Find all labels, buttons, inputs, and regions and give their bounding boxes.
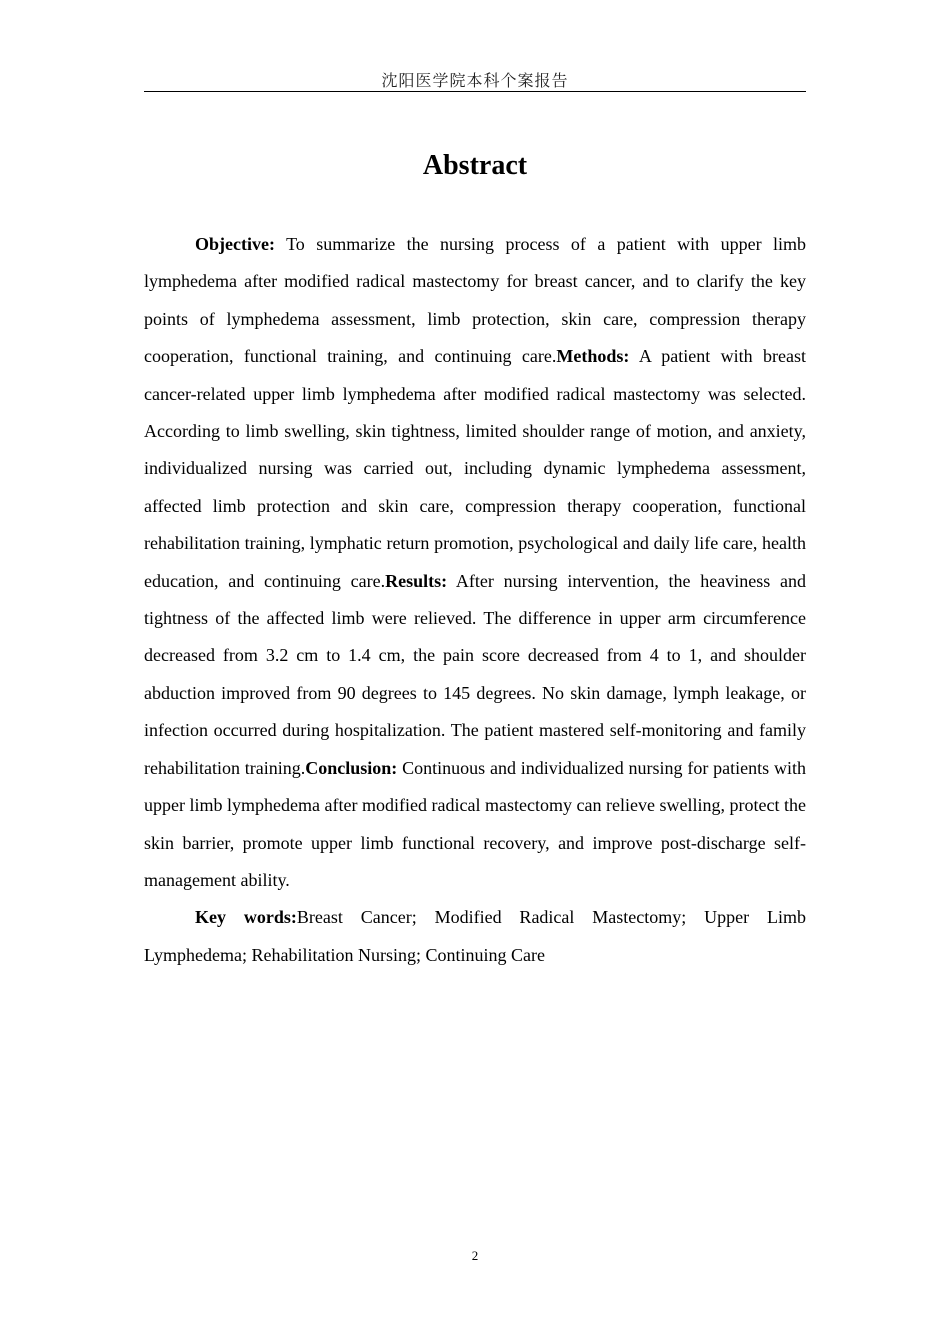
- conclusion-label: Conclusion:: [305, 757, 398, 778]
- results-label: Results:: [385, 570, 448, 591]
- objective-text: To summarize the nursing process of a patient with upper limb lymphedema after modified radical mastectomy for breast cancer, and to clarify the key points of lymphedema assessment, limb protection, skin care, compression therapy cooperation, functional training, and continuing care.: [144, 234, 806, 367]
- header-rule: [144, 91, 806, 92]
- abstract-body: [144, 226, 806, 974]
- abstract-title: Abstract: [422, 150, 528, 181]
- methods-text: A patient with breast cancer-related upper limb lymphedema after modified radical mastectomy was selected. According to limb swelling, skin tightness, limited shoulder range of motion, and anxiety, individualized nursing was carried out, including dynamic lymphedema assessment, affected limb protection and skin care, compression therapy cooperation, functional rehabilitation training, lymphatic return promotion, psychological and daily life care, health education, and continuing care.: [144, 346, 806, 591]
- objective-label: Objective:: [195, 234, 275, 254]
- results-text: After nursing intervention, the heaviness and tightness of the affected limb were relieved. The difference in upper arm circumference decreased from 3.2 cm to 1.4 cm, the pain score decreased from 4 to 1, and shoulder abduction improved from 90 degrees to 145 degrees. No skin damage, lymph leakage, or infection occurred during hospitalization. The patient mastered self-monitoring and family rehabilitation training.: [144, 570, 806, 778]
- keywords-paragraph: [144, 899, 806, 974]
- methods-label: Methods:: [556, 346, 630, 367]
- abstract-paragraph: [144, 226, 806, 899]
- page-number: 2: [471, 1248, 479, 1263]
- conclusion-text: Continuous and individualized nursing for patients with upper limb lymphedema after modified radical mastectomy can relieve swelling, protect the skin barrier, promote upper limb functional recovery, and improve post-discharge self-management ability.: [144, 757, 806, 890]
- keywords-text: Breast Cancer; Modified Radical Mastectomy; Upper Limb Lymphedema; Rehabilitation Nursing; Continuing Care: [144, 907, 806, 965]
- keywords-label: Key words:: [195, 907, 297, 928]
- running-header: 沈阳医学院本科个案报告: [381, 71, 569, 90]
